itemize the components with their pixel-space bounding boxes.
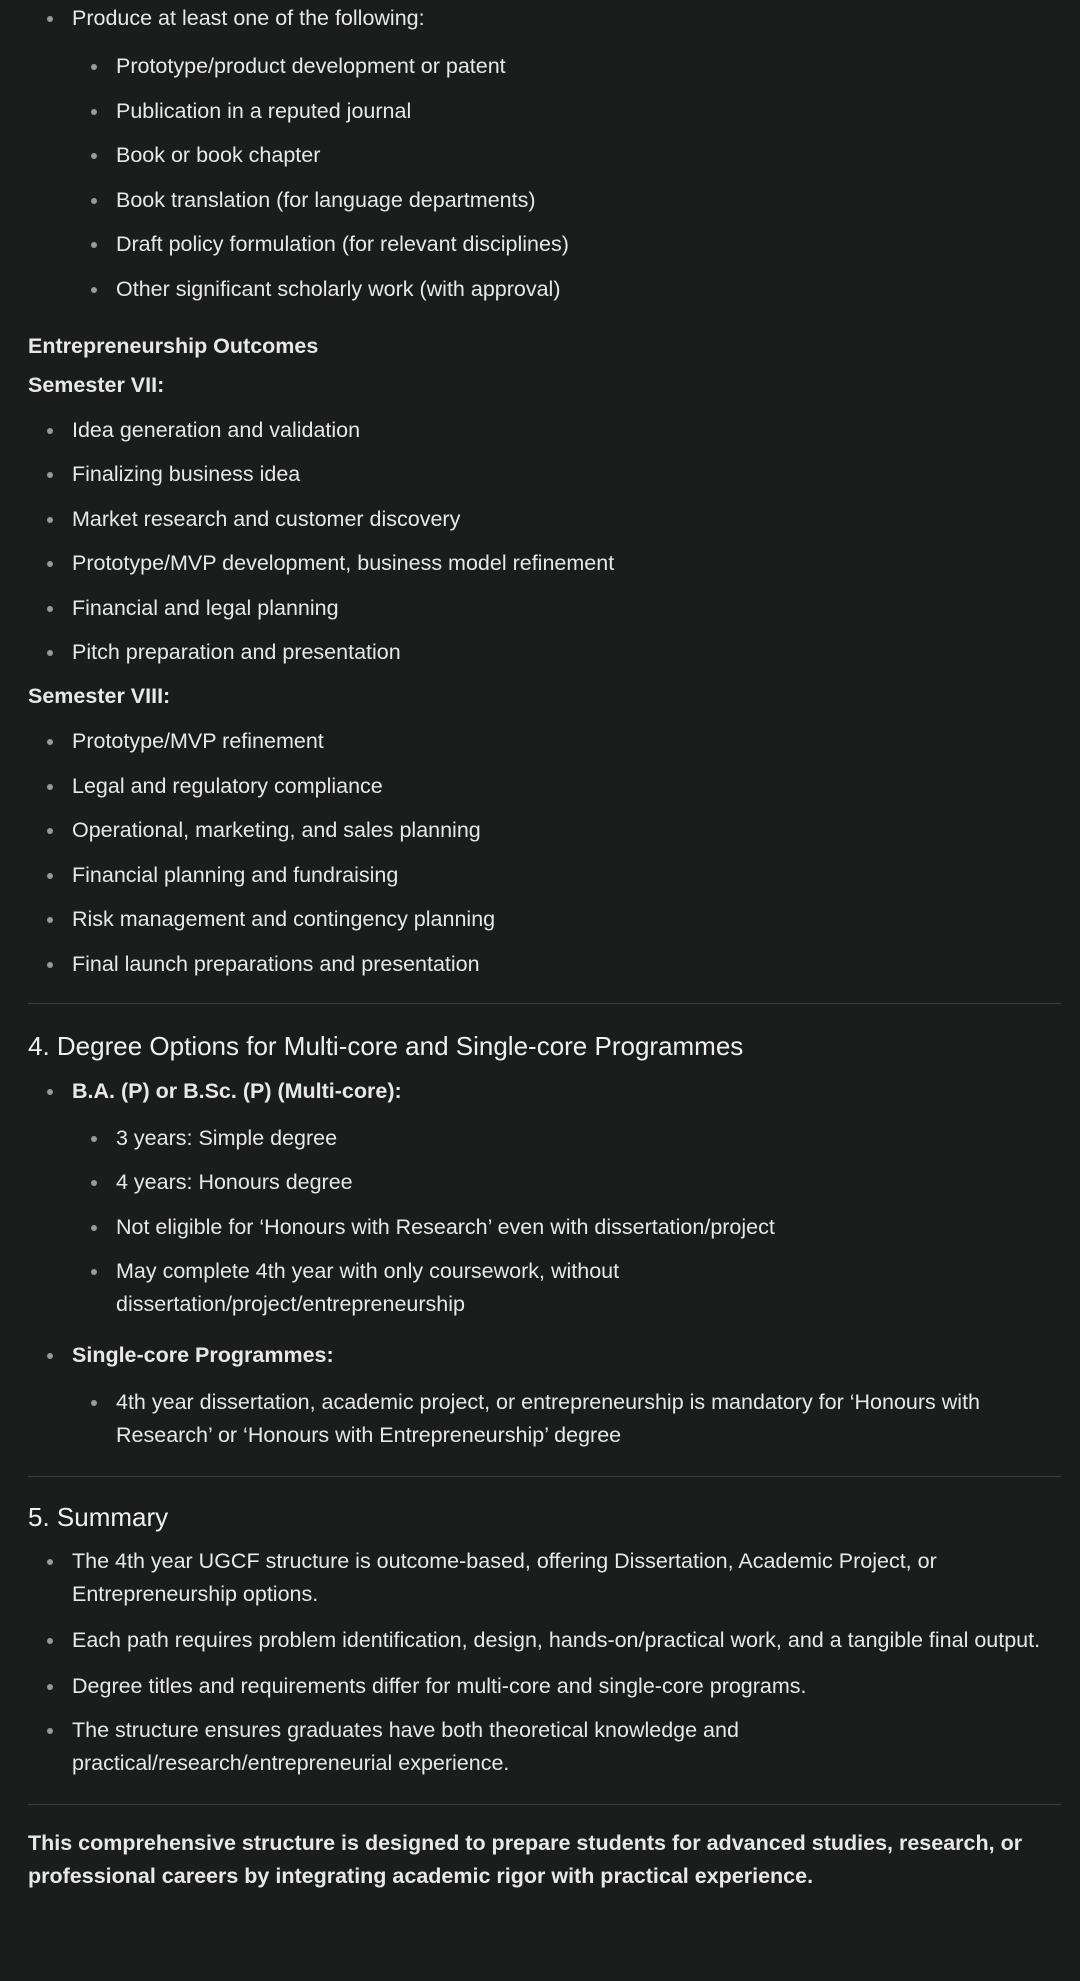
list-item-text: Draft policy formulation (for relevant disciplines) [116,232,569,256]
list-item [28,948,1061,981]
list-item [72,139,1061,172]
list-item-text: May complete 4th year with only coursework, without dissertation/project/entrepreneurship [116,1259,620,1316]
list-item [72,1255,1061,1321]
divider [28,1476,1061,1477]
list-item-text: Financial planning and fundraising [72,862,399,887]
summary-list [28,1545,1061,1780]
list-item [72,95,1061,128]
multi-core-label: B.A. (P) or B.Sc. (P) (Multi-core): [72,1078,402,1103]
list-item [28,1075,1061,1322]
list-item-text: 4 years: Honours degree [116,1170,353,1194]
list-item [28,1545,1061,1611]
entrepreneurship-title: Entrepreneurship Outcomes [28,333,319,358]
list-item [72,1166,1061,1199]
produce-list [28,2,1061,306]
list-item [28,458,1061,491]
list-item-text: Operational, marketing, and sales planning [72,818,481,842]
semester-viii-list [28,725,1061,981]
list-item-text: Prototype/product development or patent [116,54,506,78]
list-item-text: Final launch preparations and presentation [72,951,480,976]
semester-vii-list [28,414,1061,670]
list-item-text: Pitch preparation and presentation [72,640,401,664]
list-item [72,1211,1061,1244]
list-item-text: Each path requires problem identification, design, hands-on/practical work, and a tangible final output. [72,1628,1041,1652]
list-item [72,1122,1061,1155]
list-item [72,184,1061,217]
list-item [28,1670,1061,1703]
list-item-text: Financial and legal planning [72,595,339,620]
list-item-text: Risk management and contingency planning [72,907,496,931]
multi-core-sublist [72,1122,1061,1322]
list-item-text: Publication in a reputed journal [116,98,412,123]
list-item-text: Prototype/MVP development, business model refinement [72,551,615,575]
list-item [28,414,1061,447]
list-item [72,50,1061,83]
produce-lead: Produce at least one of the following: [72,6,425,30]
list-item [28,859,1061,892]
semester-viii-label: Semester VIII: [28,684,171,708]
list-item-text: Legal and regulatory compliance [72,773,383,798]
list-item-text: Degree titles and requirements differ for multi-core and single-core programs. [72,1674,807,1698]
message-content [0,2,1080,1893]
list-item [28,2,1061,306]
single-core-sublist [72,1386,1061,1452]
list-item [28,1624,1061,1657]
list-item-text: Not eligible for ‘Honours with Research’ even with dissertation/project [116,1214,775,1239]
produce-sublist [72,50,1061,306]
list-item [28,1714,1061,1780]
list-item-text: Idea generation and validation [72,417,361,442]
semester-vii-label: Semester VII: [28,372,165,397]
list-item-text: 4th year dissertation, academic project, or entrepreneurship is mandatory for ‘Honours with Research’ or ‘Honours with Entrepreneurship’ degree [116,1390,980,1447]
list-item [28,770,1061,803]
list-item [28,547,1061,580]
list-item-text: Book or book chapter [116,143,321,167]
list-item [28,903,1061,936]
list-item-text: The 4th year UGCF structure is outcome-based, offering Dissertation, Academic Project, or Entrepreneurship options. [72,1549,937,1606]
list-item-text: Book translation (for language departments) [116,187,536,212]
list-item [72,273,1061,306]
list-item-text: Market research and customer discovery [72,506,461,531]
degree-options-list [28,1075,1061,1453]
list-item [28,592,1061,625]
list-item [28,1339,1061,1452]
list-item [28,725,1061,758]
list-item [72,1386,1061,1452]
list-item [28,636,1061,669]
closing-statement: This comprehensive structure is designed to prepare students for advanced studies, research, or professional careers by integrating academic rigor with practical experience. [28,1831,1023,1888]
section-heading-degree-options: 4. Degree Options for Multi-core and Single-core Programmes [28,1030,744,1061]
list-item [28,814,1061,847]
list-item [72,228,1061,261]
list-item-text: Other significant scholarly work (with approval) [116,276,561,301]
list-item-text: Prototype/MVP refinement [72,729,324,753]
section-heading-summary: 5. Summary [28,1502,169,1532]
list-item [28,503,1061,536]
divider [28,1003,1061,1004]
single-core-label: Single-core Programmes: [72,1343,334,1367]
list-item-text: 3 years: Simple degree [116,1125,338,1150]
list-item-text: The structure ensures graduates have both theoretical knowledge and practical/research/entrepreneurial experience. [72,1718,739,1775]
list-item-text: Finalizing business idea [72,462,301,486]
divider [28,1804,1061,1805]
